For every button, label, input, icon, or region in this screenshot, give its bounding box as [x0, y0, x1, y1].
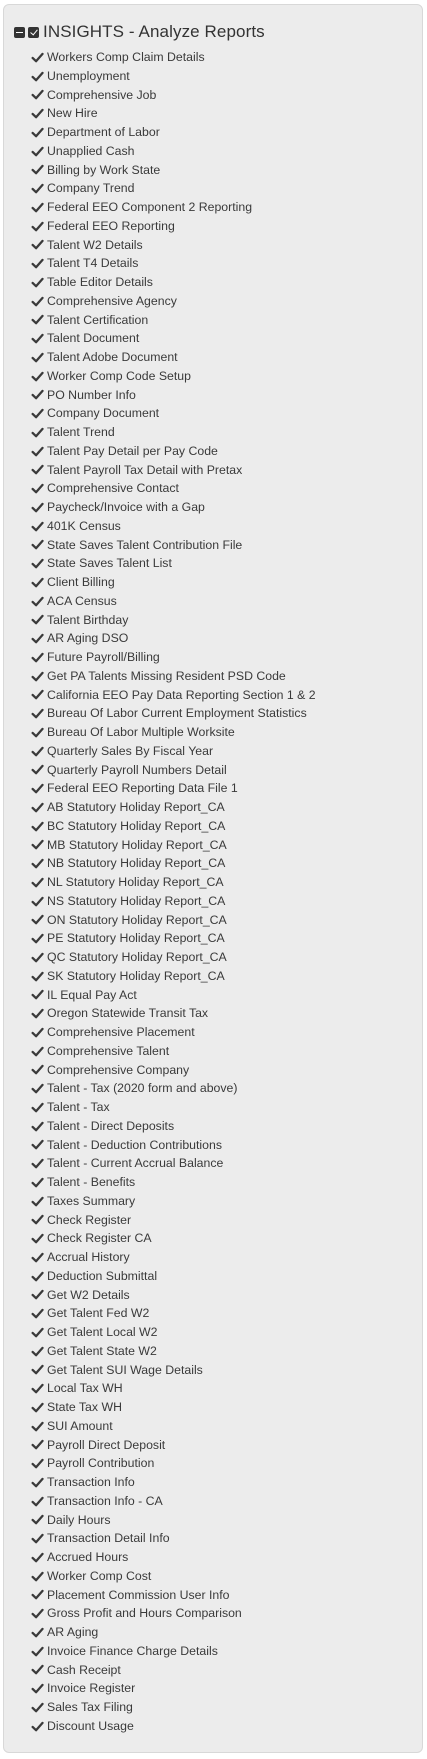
checkmark-icon: [31, 1607, 44, 1620]
list-item-label: Workers Comp Claim Details: [47, 50, 205, 65]
list-item-label: Discount Usage: [47, 1718, 134, 1733]
checkmark-icon: [31, 1213, 44, 1226]
list-item-label: AB Statutory Holiday Report_CA: [47, 800, 225, 815]
list-item-label: Table Editor Details: [47, 275, 153, 290]
list-item-label: Talent - Deduction Contributions: [47, 1137, 222, 1152]
checkmark-icon: [31, 745, 44, 758]
checkmark-icon: [31, 1476, 44, 1489]
list-item[interactable]: [31, 1567, 316, 1586]
checkmark-icon: [31, 295, 44, 308]
list-item-label: Future Payroll/Billing: [47, 650, 160, 665]
list-item-label: New Hire: [47, 106, 98, 121]
list-item-label: Placement Commission User Info: [47, 1587, 230, 1602]
checkmark-icon: [31, 726, 44, 739]
list-item-label: AR Aging: [47, 1625, 99, 1640]
list-item-label: Gross Profit and Hours Comparison: [47, 1606, 242, 1621]
checkmark-icon: [31, 1420, 44, 1433]
list-item-label: Bureau Of Labor Multiple Worksite: [47, 725, 235, 740]
list-item[interactable]: [31, 1492, 316, 1511]
list-item[interactable]: [31, 1286, 316, 1305]
list-item-label: Talent - Tax: [47, 1100, 110, 1115]
checked-checkbox-icon[interactable]: [28, 27, 39, 38]
list-item[interactable]: [31, 254, 316, 273]
list-item-label: Talent Birthday: [47, 612, 129, 627]
list-item[interactable]: [31, 798, 316, 817]
list-item[interactable]: [31, 1361, 316, 1380]
list-item[interactable]: [31, 86, 316, 105]
checkmark-icon: [31, 951, 44, 964]
checkmark-icon: [31, 557, 44, 570]
checkmark-icon: [31, 613, 44, 626]
list-item-label: Get Talent SUI Wage Details: [47, 1362, 203, 1377]
list-item[interactable]: [31, 1379, 316, 1398]
list-item-label: ON Statutory Holiday Report_CA: [47, 912, 227, 927]
list-item[interactable]: [31, 1717, 316, 1736]
list-item[interactable]: [31, 1398, 316, 1417]
list-item-label: Talent - Direct Deposits: [47, 1118, 175, 1133]
list-item-label: Worker Comp Code Setup: [47, 368, 191, 383]
list-item-label: IL Equal Pay Act: [47, 987, 137, 1002]
list-item[interactable]: [31, 536, 316, 555]
list-item-label: PO Number Info: [47, 387, 136, 402]
list-item[interactable]: [31, 1323, 316, 1342]
list-item-label: AR Aging DSO: [47, 631, 129, 646]
list-item[interactable]: [31, 1136, 316, 1155]
list-item-label: Accrued Hours: [47, 1550, 129, 1565]
checkmark-icon: [31, 70, 44, 83]
list-item[interactable]: [31, 292, 316, 311]
checkmark-icon: [31, 801, 44, 814]
list-item-label: NS Statutory Holiday Report_CA: [47, 893, 226, 908]
checkmark-icon: [31, 1232, 44, 1245]
checkmark-icon: [31, 126, 44, 139]
list-item-label: State Saves Talent List: [47, 556, 172, 571]
checkmark-icon: [31, 763, 44, 776]
list-item[interactable]: [31, 1154, 316, 1173]
list-item[interactable]: [31, 611, 316, 630]
list-item-label: Invoice Finance Charge Details: [47, 1643, 218, 1658]
checkmark-icon: [31, 257, 44, 270]
list-item[interactable]: [31, 1623, 316, 1642]
checkmark-icon: [31, 632, 44, 645]
list-item-label: SUI Amount: [47, 1418, 113, 1433]
list-item[interactable]: [31, 873, 316, 892]
list-item[interactable]: [31, 817, 316, 836]
list-item[interactable]: [31, 142, 316, 161]
checkmark-icon: [31, 88, 44, 101]
list-item-label: Check Register CA: [47, 1231, 152, 1246]
checkmark-icon: [31, 595, 44, 608]
list-item-label: Talent Payroll Tax Detail with Pretax: [47, 462, 243, 477]
list-item-label: Company Document: [47, 406, 160, 421]
list-item-label: Comprehensive Placement: [47, 1025, 195, 1040]
list-item-label: Deduction Submittal: [47, 1268, 158, 1283]
list-item-label: SK Statutory Holiday Report_CA: [47, 968, 225, 983]
list-item-label: Transaction Detail Info: [47, 1531, 170, 1546]
list-item-label: NB Statutory Holiday Report_CA: [47, 856, 226, 871]
list-item[interactable]: [31, 1042, 316, 1061]
list-item-label: Comprehensive Agency: [47, 293, 177, 308]
list-item[interactable]: [31, 198, 316, 217]
checkmark-icon: [31, 1045, 44, 1058]
list-item-label: Comprehensive Job: [47, 87, 157, 102]
list-item[interactable]: [31, 48, 316, 67]
list-item-label: Local Tax WH: [47, 1381, 123, 1396]
list-item[interactable]: [31, 554, 316, 573]
checkmark-icon: [31, 651, 44, 664]
list-item-label: Federal EEO Reporting Data File 1: [47, 781, 238, 796]
list-item-label: California EEO Pay Data Reporting Section 1 & 2: [47, 687, 316, 702]
list-item-label: Get Talent Fed W2: [47, 1306, 150, 1321]
list-item[interactable]: [31, 236, 316, 255]
checkmark-icon: [31, 276, 44, 289]
list-item[interactable]: [31, 629, 316, 648]
list-item-label: Accrual History: [47, 1250, 130, 1265]
list-item[interactable]: [31, 123, 316, 142]
list-item-label: NL Statutory Holiday Report_CA: [47, 875, 224, 890]
checkmark-icon: [31, 1570, 44, 1583]
checkmark-icon: [31, 1438, 44, 1451]
list-item[interactable]: [31, 592, 316, 611]
list-item[interactable]: [31, 1023, 316, 1042]
list-item[interactable]: [31, 667, 316, 686]
minus-square-icon[interactable]: [14, 27, 25, 38]
list-item[interactable]: [31, 273, 316, 292]
list-item[interactable]: [31, 1192, 316, 1211]
list-item[interactable]: [31, 1436, 316, 1455]
list-item[interactable]: [31, 67, 316, 86]
list-item-label: ACA Census: [47, 593, 117, 608]
list-item-label: Company Trend: [47, 181, 135, 196]
checkmark-icon: [31, 857, 44, 870]
list-item[interactable]: [31, 648, 316, 667]
list-item-label: Quarterly Sales By Fiscal Year: [47, 743, 214, 758]
list-item[interactable]: [31, 1642, 316, 1661]
checkmark-icon: [31, 876, 44, 889]
checkmark-icon: [31, 1551, 44, 1564]
list-item[interactable]: [31, 1529, 316, 1548]
checkmark-icon: [31, 1120, 44, 1133]
list-item-label: Federal EEO Reporting: [47, 218, 175, 233]
list-item[interactable]: [31, 161, 316, 180]
list-item-label: Talent W2 Details: [47, 237, 143, 252]
list-item[interactable]: [31, 704, 316, 723]
checkmark-icon: [31, 670, 44, 683]
list-item-label: Daily Hours: [47, 1512, 111, 1527]
list-item[interactable]: [31, 498, 316, 517]
checkmark-icon: [31, 1026, 44, 1039]
checkmark-icon: [31, 895, 44, 908]
checkmark-icon: [31, 782, 44, 795]
list-item[interactable]: [31, 1548, 316, 1567]
list-item-label: Department of Labor: [47, 125, 160, 140]
checkmark-icon: [31, 388, 44, 401]
checkmark-icon: [31, 576, 44, 589]
checkmark-icon: [31, 1138, 44, 1151]
list-item-label: Billing by Work State: [47, 162, 161, 177]
list-item-label: Talent Adobe Document: [47, 350, 178, 365]
list-item-label: State Tax WH: [47, 1400, 122, 1415]
checkmark-icon: [31, 932, 44, 945]
list-item[interactable]: [31, 1061, 316, 1080]
list-item-label: Payroll Contribution: [47, 1456, 155, 1471]
checkmark-icon: [31, 988, 44, 1001]
checkmark-icon: [31, 1063, 44, 1076]
list-item[interactable]: [31, 423, 316, 442]
list-item-label: Client Billing: [47, 575, 115, 590]
list-item-label: Talent - Current Accrual Balance: [47, 1156, 224, 1171]
list-item[interactable]: [31, 854, 316, 873]
checkmark-icon: [31, 220, 44, 233]
checkmark-icon: [31, 838, 44, 851]
list-item[interactable]: [31, 686, 316, 705]
list-item-label: MB Statutory Holiday Report_CA: [47, 837, 227, 852]
checkmark-icon: [31, 351, 44, 364]
list-item[interactable]: [31, 1661, 316, 1680]
checkmark-icon: [31, 1082, 44, 1095]
list-item[interactable]: [31, 1173, 316, 1192]
checkmark-icon: [31, 145, 44, 158]
checkmark-icon: [31, 1345, 44, 1358]
list-item[interactable]: [31, 1079, 316, 1098]
checkmark-icon: [31, 1251, 44, 1264]
list-item[interactable]: [31, 1117, 316, 1136]
checkmark-icon: [31, 1701, 44, 1714]
list-item-label: BC Statutory Holiday Report_CA: [47, 818, 226, 833]
checkmark-icon: [31, 1532, 44, 1545]
list-item-label: Quarterly Payroll Numbers Detail: [47, 762, 227, 777]
checkmark-icon: [31, 1513, 44, 1526]
list-item[interactable]: [31, 1698, 316, 1717]
checkmark-icon: [31, 201, 44, 214]
checkmark-icon: [31, 1007, 44, 1020]
list-item[interactable]: [31, 986, 316, 1005]
list-item-label: State Saves Talent Contribution File: [47, 537, 243, 552]
list-item-label: Federal EEO Component 2 Reporting: [47, 200, 253, 215]
checkmark-icon: [31, 1588, 44, 1601]
checkmark-icon: [31, 313, 44, 326]
list-item[interactable]: [31, 479, 316, 498]
list-item-label: Payroll Direct Deposit: [47, 1437, 166, 1452]
list-item[interactable]: [31, 723, 316, 742]
list-item[interactable]: [31, 929, 316, 948]
list-item-label: Comprehensive Contact: [47, 481, 179, 496]
list-item-label: QC Statutory Holiday Report_CA: [47, 950, 227, 965]
checkmark-icon: [31, 1720, 44, 1733]
checkmark-icon: [31, 970, 44, 983]
list-item-label: Check Register: [47, 1212, 132, 1227]
checkmark-icon: [31, 913, 44, 926]
checkmark-icon: [31, 1157, 44, 1170]
checkmark-icon: [31, 332, 44, 345]
list-item[interactable]: [31, 217, 316, 236]
list-item[interactable]: [31, 1304, 316, 1323]
list-item[interactable]: [31, 1229, 316, 1248]
checkmark-icon: [31, 501, 44, 514]
checkmark-icon: [31, 445, 44, 458]
list-item-label: Worker Comp Cost: [47, 1568, 152, 1583]
list-item-label: 401K Census: [47, 518, 121, 533]
list-item[interactable]: [31, 573, 316, 592]
list-item[interactable]: [31, 386, 316, 405]
checkmark-icon: [31, 1176, 44, 1189]
list-item[interactable]: [31, 311, 316, 330]
checkmark-icon: [31, 1195, 44, 1208]
checkmark-icon: [31, 163, 44, 176]
list-item[interactable]: [31, 836, 316, 855]
list-item[interactable]: [31, 1679, 316, 1698]
checkmark-icon: [31, 1495, 44, 1508]
list-item-label: Sales Tax Filing: [47, 1700, 133, 1715]
list-item[interactable]: [31, 348, 316, 367]
checkmark-icon: [31, 426, 44, 439]
checkmark-icon: [31, 407, 44, 420]
list-item-label: Bureau Of Labor Current Employment Statistics: [47, 706, 307, 721]
checkmark-icon: [31, 1101, 44, 1114]
list-item-label: Comprehensive Talent: [47, 1043, 170, 1058]
checkmark-icon: [31, 820, 44, 833]
list-item[interactable]: [31, 329, 316, 348]
checkmark-icon: [31, 182, 44, 195]
list-item-label: Talent - Benefits: [47, 1175, 136, 1190]
checkmark-icon: [31, 51, 44, 64]
checkmark-icon: [31, 1645, 44, 1658]
list-item-label: Get W2 Details: [47, 1287, 130, 1302]
list-item-label: Talent Pay Detail per Pay Code: [47, 443, 218, 458]
checkmark-icon: [31, 1326, 44, 1339]
checkmark-icon: [31, 1457, 44, 1470]
group-title: INSIGHTS - Analyze Reports: [43, 22, 265, 41]
checkmark-icon: [31, 1626, 44, 1639]
list-item[interactable]: [31, 517, 316, 536]
checkmark-icon: [31, 538, 44, 551]
list-item-label: Paycheck/Invoice with a Gap: [47, 500, 205, 515]
list-item[interactable]: [31, 104, 316, 123]
list-item-label: Talent Certification: [47, 312, 149, 327]
checkmark-icon: [31, 1382, 44, 1395]
list-item-label: Talent Document: [47, 331, 140, 346]
list-item-label: Get Talent Local W2: [47, 1325, 158, 1340]
list-item-label: Transaction Info: [47, 1475, 135, 1490]
checkmark-icon: [31, 370, 44, 383]
list-item-label: Invoice Register: [47, 1681, 136, 1696]
list-item[interactable]: [31, 1511, 316, 1530]
list-item[interactable]: [31, 1004, 316, 1023]
list-item-label: Unemployment: [47, 68, 130, 83]
list-item[interactable]: [31, 1098, 316, 1117]
group-header: [14, 20, 265, 44]
list-item[interactable]: [31, 1454, 316, 1473]
list-item[interactable]: [31, 911, 316, 930]
list-item[interactable]: [31, 1604, 316, 1623]
list-item[interactable]: [31, 1267, 316, 1286]
checkmark-icon: [31, 1363, 44, 1376]
checkmark-icon: [31, 707, 44, 720]
list-item[interactable]: [31, 761, 316, 780]
report-list: [31, 48, 316, 1736]
list-item-label: Unapplied Cash: [47, 143, 135, 158]
checkmark-icon: [31, 238, 44, 251]
checkmark-icon: [31, 1682, 44, 1695]
list-item-label: Talent T4 Details: [47, 256, 139, 271]
list-item[interactable]: [31, 892, 316, 911]
list-item[interactable]: [31, 461, 316, 480]
list-item-label: Talent Trend: [47, 425, 115, 440]
list-item[interactable]: [31, 1586, 316, 1605]
checkmark-icon: [31, 1270, 44, 1283]
checkmark-icon: [31, 107, 44, 120]
list-item[interactable]: [31, 948, 316, 967]
list-item-label: Oregon Statewide Transit Tax: [47, 1006, 209, 1021]
list-item[interactable]: [31, 1342, 316, 1361]
list-item[interactable]: [31, 367, 316, 386]
list-item-label: Taxes Summary: [47, 1193, 136, 1208]
list-item[interactable]: [31, 442, 316, 461]
list-item[interactable]: [31, 1417, 316, 1436]
checkmark-icon: [31, 520, 44, 533]
checkmark-icon: [31, 1288, 44, 1301]
checkmark-icon: [31, 1663, 44, 1676]
checkmark-icon: [31, 1401, 44, 1414]
list-item[interactable]: [31, 404, 316, 423]
checkmark-icon: [31, 688, 44, 701]
list-item[interactable]: [31, 779, 316, 798]
permissions-panel: [3, 4, 423, 1753]
list-item[interactable]: [31, 179, 316, 198]
list-item[interactable]: [31, 742, 316, 761]
checkmark-icon: [31, 463, 44, 476]
list-item[interactable]: [31, 967, 316, 986]
list-item[interactable]: [31, 1248, 316, 1267]
list-item-label: Talent - Tax (2020 form and above): [47, 1081, 238, 1096]
list-item-label: Get PA Talents Missing Resident PSD Code: [47, 668, 286, 683]
list-item-label: Get Talent State W2: [47, 1343, 157, 1358]
list-item-label: Cash Receipt: [47, 1662, 121, 1677]
list-item-label: Transaction Info - CA: [47, 1493, 163, 1508]
list-item-label: Comprehensive Company: [47, 1062, 190, 1077]
list-item-label: PE Statutory Holiday Report_CA: [47, 931, 225, 946]
list-item[interactable]: [31, 1473, 316, 1492]
checkmark-icon: [31, 1307, 44, 1320]
checkmark-icon: [31, 482, 44, 495]
list-item[interactable]: [31, 1211, 316, 1230]
